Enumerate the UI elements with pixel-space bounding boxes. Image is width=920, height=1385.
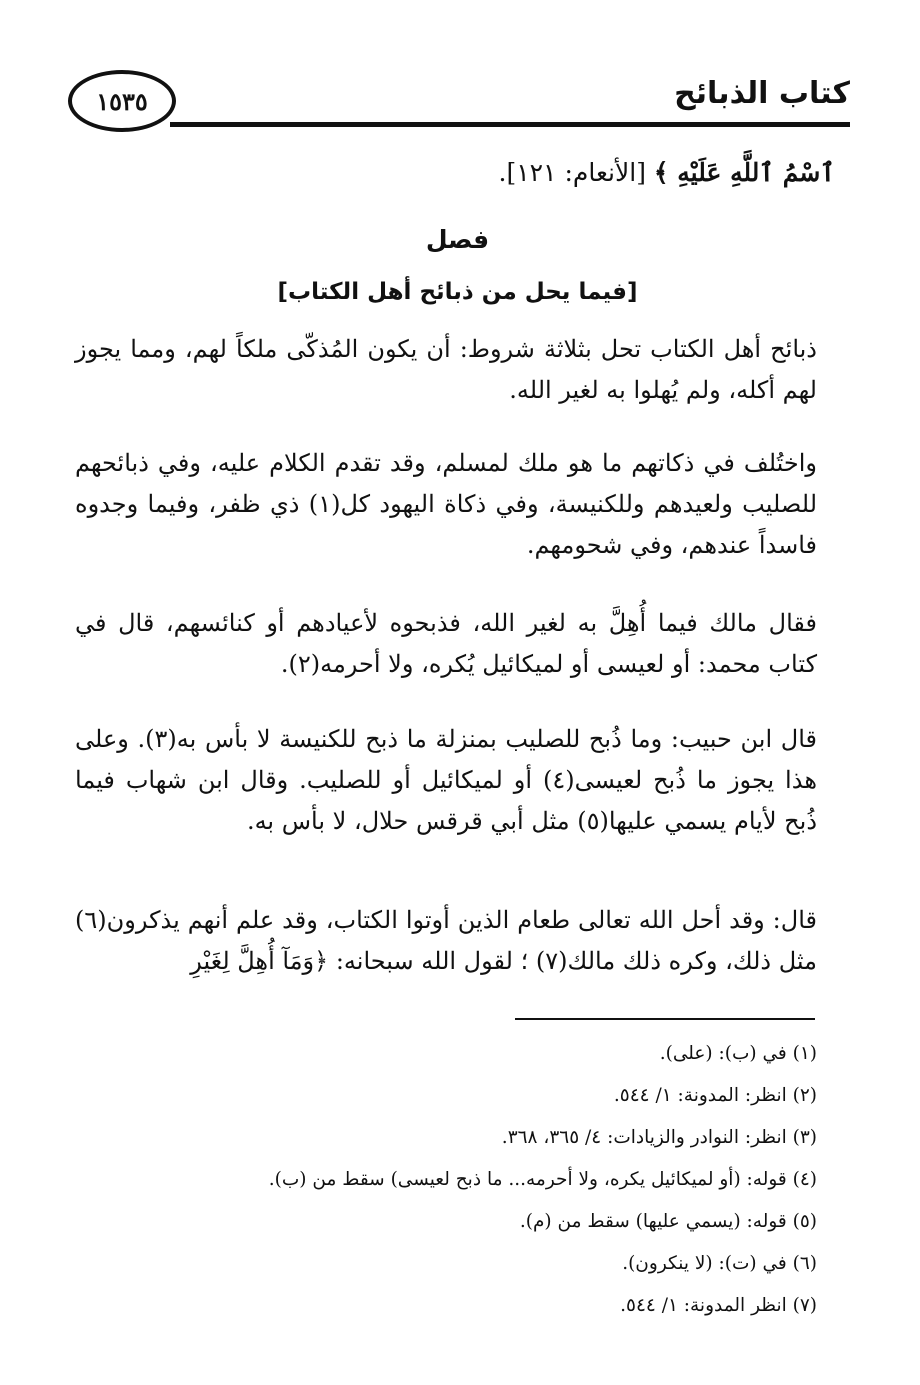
paragraph: فقال مالك فيما أُهِلَّ به لغير الله، فذبحوه لأعيادهم أو كنائسهم، قال في كتاب محمد: أو لعيسى أو لميكائيل يُكره، ولا أحرمه(٢). [75,609,817,678]
verse-continuation [499,158,836,187]
page-header [60,62,850,137]
footnote: (٤) قوله: (أو لميكائيل يكره، ولا أحرمه... ما ذبح لعيسى) سقط من (ب). [268,1169,817,1190]
footnote: (٣) انظر: النوادر والزيادات: ٤/ ٣٦٥، ٣٦٨. [501,1127,817,1148]
footnote: (١) في (ب): (على). [659,1043,817,1064]
footnote-separator [515,1018,815,1020]
section-subheading: [فيما يحل من ذبائح أهل الكتاب] [277,279,638,305]
section-heading: فصل [425,225,490,254]
paragraph: قال ابن حبيب: وما ذُبح للصليب بمنزلة ما ذبح للكنيسة لا بأس به(٣). وعلى هذا يجوز ما ذُبح لعيسى(٤) أو لميكائيل أو للصليب. وقال ابن شهاب فيما ذُبح لأيام يسمي عليها(٥) مثل أبي قرقس حلال، لا بأس به. [75,725,817,835]
quran-text: ٱسْمُ ٱللَّهِ عَلَيْهِ ﴾ [653,158,835,187]
footnote: (٧) انظر المدونة: ١/ ٥٤٤. [620,1295,817,1316]
header-rule [170,122,850,127]
paragraph: واختُلف في ذكاتهم ما هو ملك لمسلم، وقد تقدم الكلام عليه، وفي ذبائحهم للصليب ولعيدهم وللكنيسة، وفي ذكاة اليهود كل(١) ذي ظفر، وفيما وجدوه فاسداً عندهم، وفي شحومهم. [75,449,818,559]
page-number: ١٥٣٥ [68,70,176,132]
verse-reference: [الأنعام: ١٢١]. [498,158,646,187]
book-title: كتاب الذبائح [674,76,850,111]
paragraph: ذبائح أهل الكتاب تحل بثلاثة شروط: أن يكون المُذكّى ملكاً لهم، ومما يجوز لهم أكله، ولم يُهلوا به لغير الله. [75,335,817,404]
footnote: (٦) في (ت): (لا ينكرون). [622,1253,817,1274]
footnote: (٥) قوله: (يسمي عليها) سقط من (م). [519,1211,817,1232]
footnote: (٢) انظر: المدونة: ١/ ٥٤٤. [613,1085,817,1106]
paragraph: قال: وقد أحل الله تعالى طعام الذين أوتوا الكتاب، وقد علم أنهم يذكرون(٦) مثل ذلك، وكره ذلك مالك(٧) ؛ لقول الله سبحانه: ﴿وَمَآ أُهِلَّ لِغَيْرِ [75,906,817,975]
